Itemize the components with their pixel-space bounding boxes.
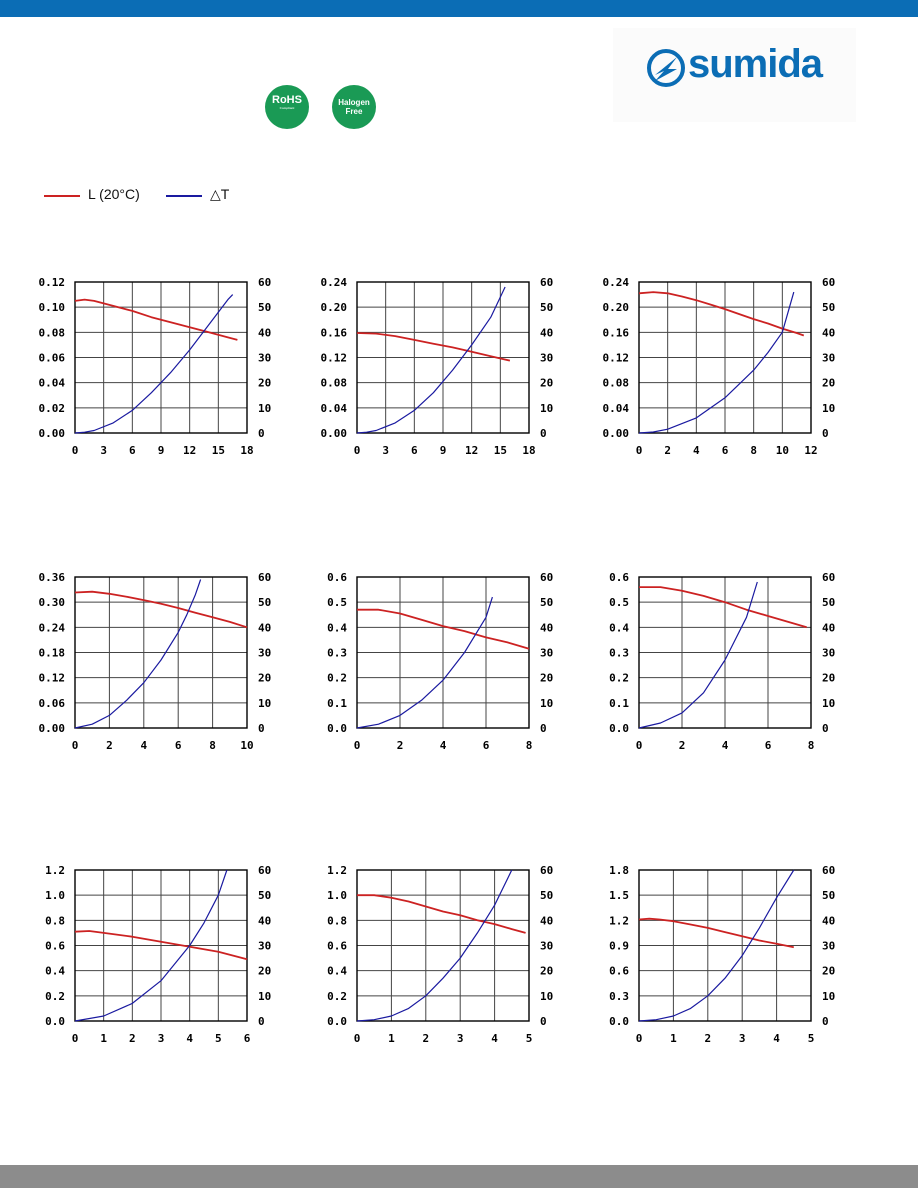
x-tick-label: 3 — [100, 444, 107, 457]
halogen-badge-subtitle: Free — [345, 107, 363, 116]
x-tick-label: 6 — [721, 444, 729, 457]
x-tick-label: 8 — [750, 444, 757, 457]
y-right-tick-label: 60 — [822, 864, 836, 877]
y-left-tick-label: 0.00 — [320, 427, 347, 440]
x-tick-label: 2 — [704, 1032, 712, 1045]
y-left-tick-label: 0.8 — [327, 914, 347, 928]
x-tick-label: 5 — [525, 1032, 533, 1045]
y-left-tick-label: 1.8 — [609, 864, 629, 877]
y-right-tick-label: 50 — [258, 301, 272, 315]
y-right-tick-label: 30 — [822, 351, 836, 365]
y-right-tick-label: 10 — [540, 989, 554, 1003]
y-right-tick-label: 20 — [822, 376, 836, 390]
y-right-tick-label: 40 — [822, 326, 836, 340]
x-tick-label: 10 — [775, 444, 789, 457]
y-right-tick-label: 60 — [258, 864, 272, 877]
series-line-inductance — [639, 292, 804, 335]
y-right-tick-label: 40 — [258, 326, 272, 340]
y-left-tick-label: 0.36 — [38, 571, 65, 584]
x-tick-label: 4 — [439, 739, 447, 752]
x-tick-label: 9 — [439, 444, 447, 457]
halogen-badge-title: Halogen — [338, 98, 370, 107]
y-right-tick-label: 50 — [822, 889, 836, 903]
x-tick-label: 0 — [353, 444, 361, 457]
chart-6 — [609, 571, 835, 752]
footer-bar — [0, 1165, 918, 1188]
x-tick-label: 8 — [209, 739, 216, 752]
y-left-tick-label: 0.12 — [38, 276, 65, 289]
series-line-inductance — [357, 895, 526, 933]
y-right-tick-label: 20 — [540, 376, 554, 390]
x-tick-label: 12 — [804, 444, 818, 457]
chart-4 — [39, 571, 272, 752]
y-right-tick-label: 50 — [822, 596, 836, 610]
y-left-tick-label: 0.06 — [38, 351, 65, 365]
y-left-tick-label: 0.2 — [609, 671, 629, 685]
y-left-tick-label: 1.0 — [45, 889, 65, 903]
y-left-tick-label: 0.2 — [327, 989, 347, 1003]
y-left-tick-label: 0.4 — [327, 621, 347, 635]
y-right-tick-label: 20 — [540, 671, 554, 685]
x-tick-label: 2 — [106, 739, 113, 752]
y-left-tick-label: 0.0 — [609, 1015, 629, 1028]
x-tick-label: 0 — [353, 739, 361, 752]
y-left-tick-label: 0.08 — [320, 376, 347, 390]
x-tick-label: 18 — [240, 444, 254, 457]
y-right-tick-label: 10 — [540, 401, 554, 415]
y-left-tick-label: 0.30 — [38, 596, 65, 610]
chart-7 — [45, 864, 271, 1045]
x-tick-label: 2 — [422, 1032, 430, 1045]
x-tick-label: 4 — [186, 1032, 193, 1045]
x-tick-label: 4 — [693, 444, 700, 457]
y-left-tick-label: 0.04 — [38, 376, 65, 390]
y-right-tick-label: 0 — [822, 722, 829, 735]
x-tick-label: 6 — [174, 739, 182, 752]
y-left-tick-label: 0.2 — [45, 989, 65, 1003]
x-tick-label: 6 — [764, 739, 772, 752]
y-right-tick-label: 20 — [258, 964, 272, 978]
y-left-tick-label: 0.9 — [609, 939, 629, 953]
y-right-tick-label: 40 — [822, 621, 836, 635]
x-tick-label: 3 — [738, 1032, 746, 1045]
y-left-tick-label: 0.4 — [609, 621, 629, 635]
series-line-temperature-rise — [639, 292, 794, 433]
y-left-tick-label: 0.20 — [602, 301, 629, 315]
legend-label-inductance: L (20°C) — [88, 186, 140, 202]
y-left-tick-label: 0.00 — [602, 427, 629, 440]
brand-name: sumida — [688, 42, 823, 86]
y-left-tick-label: 0.16 — [320, 326, 347, 340]
y-right-tick-label: 0 — [540, 722, 547, 735]
x-tick-label: 5 — [807, 1032, 815, 1045]
y-right-tick-label: 60 — [540, 571, 554, 584]
y-left-tick-label: 0.08 — [38, 326, 65, 340]
y-right-tick-label: 0 — [258, 1015, 265, 1028]
y-right-tick-label: 40 — [258, 914, 272, 928]
y-left-tick-label: 0.6 — [327, 939, 347, 953]
x-tick-label: 0 — [635, 1032, 643, 1045]
chart-9 — [609, 864, 835, 1045]
y-right-tick-label: 0 — [258, 722, 265, 735]
y-right-tick-label: 20 — [258, 376, 272, 390]
y-left-tick-label: 0.20 — [320, 301, 347, 315]
y-right-tick-label: 10 — [822, 696, 836, 710]
x-tick-label: 12 — [465, 444, 479, 457]
x-tick-label: 18 — [522, 444, 536, 457]
x-tick-label: 8 — [807, 739, 815, 752]
y-left-tick-label: 0.3 — [609, 646, 629, 660]
y-left-tick-label: 0.24 — [602, 276, 629, 289]
y-left-tick-label: 0.1 — [609, 696, 629, 710]
y-left-tick-label: 0.24 — [38, 621, 65, 635]
y-right-tick-label: 50 — [258, 596, 272, 610]
series-line-inductance — [357, 333, 510, 361]
y-right-tick-label: 30 — [822, 646, 836, 660]
y-left-tick-label: 0.00 — [38, 427, 65, 440]
x-tick-label: 1 — [100, 1032, 107, 1045]
x-tick-label: 12 — [183, 444, 197, 457]
y-right-tick-label: 60 — [540, 864, 554, 877]
x-tick-label: 6 — [411, 444, 418, 457]
y-right-tick-label: 0 — [258, 427, 265, 440]
x-tick-label: 4 — [491, 1032, 498, 1045]
y-left-tick-label: 0.0 — [327, 1015, 347, 1028]
x-tick-label: 0 — [353, 1032, 361, 1045]
y-right-tick-label: 40 — [540, 914, 554, 928]
y-right-tick-label: 30 — [540, 646, 554, 660]
x-tick-label: 3 — [456, 1032, 464, 1045]
y-left-tick-label: 0.0 — [327, 722, 347, 735]
chart-5 — [327, 571, 553, 752]
y-right-tick-label: 0 — [540, 427, 547, 440]
x-tick-label: 3 — [382, 444, 389, 457]
y-left-tick-label: 0.04 — [320, 401, 347, 415]
x-tick-label: 9 — [157, 444, 165, 457]
x-tick-label: 0 — [71, 739, 79, 752]
x-tick-label: 4 — [773, 1032, 780, 1045]
y-right-tick-label: 30 — [258, 646, 272, 660]
y-left-tick-label: 1.2 — [327, 864, 347, 877]
y-right-tick-label: 50 — [258, 889, 272, 903]
y-right-tick-label: 30 — [258, 351, 272, 365]
series-line-inductance — [75, 592, 247, 628]
x-tick-label: 2 — [664, 444, 671, 457]
x-tick-label: 5 — [215, 1032, 222, 1045]
y-right-tick-label: 40 — [822, 914, 836, 928]
x-tick-label: 4 — [721, 739, 729, 752]
y-right-tick-label: 40 — [540, 621, 554, 635]
chart-1 — [39, 276, 272, 457]
y-left-tick-label: 0.5 — [327, 596, 347, 610]
x-tick-label: 0 — [635, 739, 643, 752]
y-left-tick-label: 0.1 — [327, 696, 347, 710]
series-line-inductance — [639, 919, 794, 948]
x-tick-label: 0 — [71, 1032, 79, 1045]
series-line-inductance — [639, 587, 807, 627]
y-right-tick-label: 10 — [822, 401, 836, 415]
y-right-tick-label: 30 — [258, 939, 272, 953]
y-right-tick-label: 10 — [822, 989, 836, 1003]
series-line-temperature-rise — [357, 287, 505, 433]
x-tick-label: 2 — [396, 739, 404, 752]
rohs-badge-title: RoHS — [272, 94, 302, 106]
x-tick-label: 3 — [157, 1032, 165, 1045]
y-left-tick-label: 0.3 — [327, 646, 347, 660]
chart-3 — [603, 276, 836, 457]
y-left-tick-label: 0.6 — [609, 964, 629, 978]
y-right-tick-label: 50 — [540, 596, 554, 610]
y-right-tick-label: 50 — [822, 301, 836, 315]
y-left-tick-label: 0.10 — [38, 301, 65, 315]
legend-label-temperature-rise: △T — [210, 186, 230, 202]
y-right-tick-label: 0 — [822, 427, 829, 440]
x-tick-label: 1 — [670, 1032, 677, 1045]
y-left-tick-label: 0.08 — [602, 376, 629, 390]
chart-2 — [321, 276, 554, 457]
y-right-tick-label: 60 — [258, 276, 272, 289]
x-tick-label: 15 — [211, 444, 225, 457]
y-right-tick-label: 50 — [540, 301, 554, 315]
y-left-tick-label: 0.6 — [45, 939, 65, 953]
y-right-tick-label: 20 — [540, 964, 554, 978]
y-right-tick-label: 30 — [822, 939, 836, 953]
y-right-tick-label: 60 — [822, 571, 836, 584]
x-tick-label: 0 — [71, 444, 79, 457]
y-right-tick-label: 20 — [822, 671, 836, 685]
y-right-tick-label: 50 — [540, 889, 554, 903]
x-tick-label: 6 — [243, 1032, 251, 1045]
y-left-tick-label: 0.4 — [327, 964, 347, 978]
y-right-tick-label: 30 — [540, 939, 554, 953]
y-left-tick-label: 0.04 — [602, 401, 629, 415]
y-right-tick-label: 20 — [822, 964, 836, 978]
y-right-tick-label: 60 — [540, 276, 554, 289]
y-right-tick-label: 30 — [540, 351, 554, 365]
x-tick-label: 4 — [140, 739, 148, 752]
rohs-badge-subtitle: Compliant — [279, 106, 295, 110]
y-left-tick-label: 0.8 — [45, 914, 65, 928]
y-right-tick-label: 20 — [258, 671, 272, 685]
y-right-tick-label: 10 — [258, 696, 272, 710]
y-right-tick-label: 40 — [540, 326, 554, 340]
y-right-tick-label: 60 — [822, 276, 836, 289]
y-left-tick-label: 0.5 — [609, 596, 629, 610]
y-right-tick-label: 10 — [540, 696, 554, 710]
x-tick-label: 8 — [525, 739, 533, 752]
series-line-temperature-rise — [75, 295, 233, 433]
y-left-tick-label: 0.18 — [38, 646, 65, 660]
y-left-tick-label: 0.6 — [327, 571, 347, 584]
x-tick-label: 2 — [129, 1032, 136, 1045]
x-tick-label: 15 — [493, 444, 507, 457]
x-tick-label: 10 — [240, 739, 254, 752]
y-right-tick-label: 0 — [822, 1015, 829, 1028]
x-tick-label: 2 — [678, 739, 686, 752]
y-right-tick-label: 0 — [540, 1015, 547, 1028]
y-left-tick-label: 0.02 — [38, 401, 65, 415]
x-tick-label: 0 — [635, 444, 643, 457]
y-right-tick-label: 40 — [258, 621, 272, 635]
y-left-tick-label: 0.24 — [320, 276, 347, 289]
y-left-tick-label: 0.0 — [45, 1015, 65, 1028]
x-tick-label: 6 — [482, 739, 490, 752]
y-left-tick-label: 0.0 — [609, 722, 629, 735]
y-left-tick-label: 0.06 — [38, 696, 65, 710]
y-left-tick-label: 0.2 — [327, 671, 347, 685]
x-tick-label: 1 — [388, 1032, 395, 1045]
y-right-tick-label: 10 — [258, 401, 272, 415]
y-left-tick-label: 0.6 — [609, 571, 629, 584]
y-left-tick-label: 0.00 — [38, 722, 65, 735]
y-left-tick-label: 0.16 — [602, 326, 629, 340]
y-left-tick-label: 1.2 — [45, 864, 65, 877]
y-left-tick-label: 0.12 — [38, 671, 65, 685]
y-left-tick-label: 1.2 — [609, 914, 629, 928]
y-left-tick-label: 0.4 — [45, 964, 65, 978]
y-left-tick-label: 1.0 — [327, 889, 347, 903]
series-line-temperature-rise — [357, 597, 492, 728]
series-line-temperature-rise — [639, 582, 757, 728]
chart-8 — [327, 864, 553, 1045]
y-left-tick-label: 0.12 — [602, 351, 629, 365]
y-left-tick-label: 0.3 — [609, 989, 629, 1003]
x-tick-label: 6 — [129, 444, 136, 457]
y-left-tick-label: 1.5 — [609, 889, 629, 903]
y-left-tick-label: 0.12 — [320, 351, 347, 365]
y-right-tick-label: 10 — [258, 989, 272, 1003]
y-right-tick-label: 60 — [258, 571, 272, 584]
